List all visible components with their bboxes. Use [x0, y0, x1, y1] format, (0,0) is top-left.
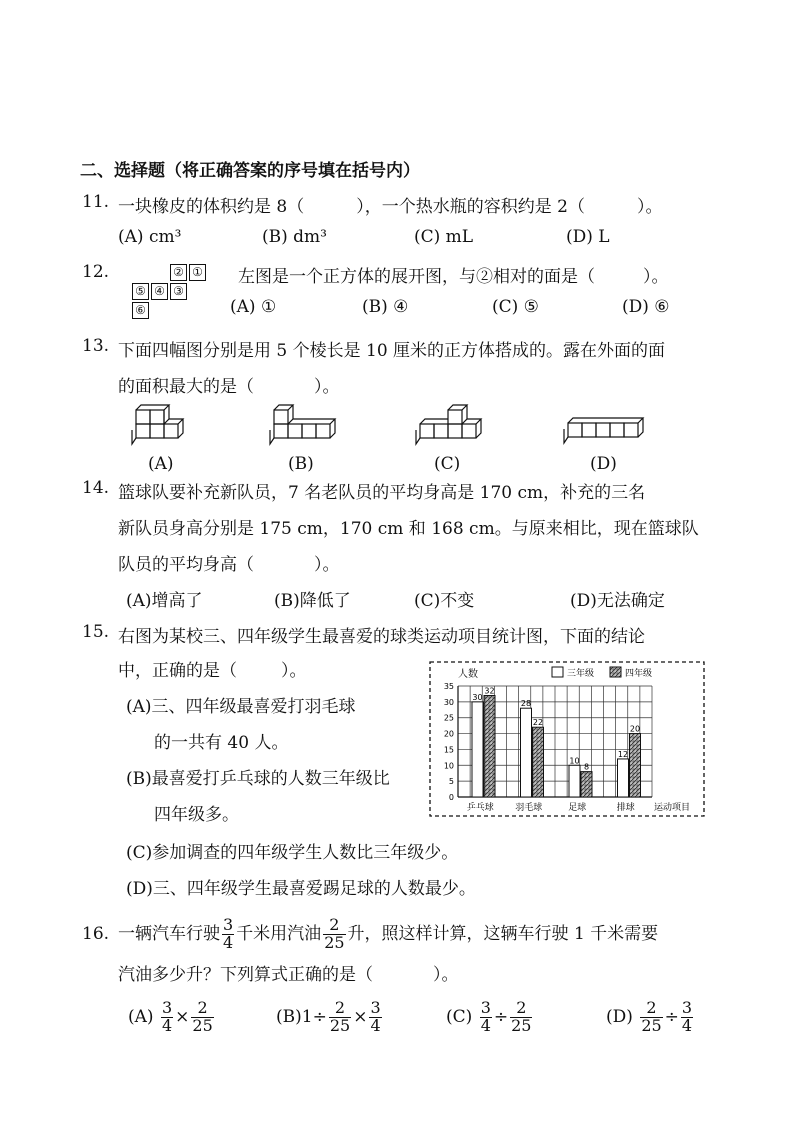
q12-option-c: (C) ⑤ — [492, 297, 539, 317]
fraction-2-25: $\frac{2}{25}$ — [324, 915, 345, 952]
y-tick-label: 35 — [443, 682, 454, 691]
bar — [569, 765, 580, 797]
q11-option-a: (A) cm³ — [118, 227, 182, 247]
cube-net-diagram — [120, 262, 220, 322]
q11-option-b: (B) dm³ — [262, 227, 327, 247]
x-tick-label: 乒乓球 — [466, 803, 494, 813]
y-tick-label: 0 — [448, 793, 454, 802]
x-tick-label: 排球 — [616, 803, 635, 813]
q14-option-c: (C)不变 — [414, 591, 475, 611]
q14-line3: 队员的平均身高（ ）。 — [118, 555, 340, 575]
q15-line1: 右图为某校三、四年级学生最喜爱的球类运动项目统计图，下面的结论 — [118, 627, 645, 647]
q13-line1: 下面四幅图分别是用 5 个棱长是 10 厘米的正方体搭成的。露在外面的面 — [118, 341, 666, 361]
q11-number: 11. — [82, 192, 110, 212]
data-label: 28 — [520, 699, 532, 709]
data-label: 22 — [532, 718, 544, 728]
section-title: 二、选择题（将正确答案的序号填在括号内） — [80, 161, 420, 181]
data-label: 8 — [583, 762, 590, 772]
net-face: ⑤ — [132, 283, 149, 300]
q12-option-a: (A) ① — [230, 297, 277, 317]
bar — [472, 702, 483, 797]
chart-ylabel: 人数 — [458, 669, 478, 680]
q15-option-c: (C)参加调查的四年级学生人数比三年级少。 — [126, 843, 459, 863]
q15-line2: 中，正确的是（ ）。 — [118, 661, 307, 681]
data-label: 30 — [472, 692, 483, 702]
y-tick-label: 20 — [443, 729, 454, 739]
q14-option-a: (A)增高了 — [126, 591, 203, 611]
bar — [533, 727, 544, 797]
net-face: ④ — [151, 283, 168, 300]
q16-option-c: (C) $\frac{3}{4}$ ÷ $\frac{2}{25}$ — [446, 998, 532, 1035]
net-face: ⑥ — [132, 302, 149, 319]
y-tick-label: 30 — [443, 697, 454, 707]
q11-option-d: (D) L — [566, 227, 610, 247]
q13-option-a: (A) — [148, 454, 174, 474]
data-label: 10 — [569, 756, 580, 766]
q13-number: 13. — [82, 336, 110, 356]
q11-text: 一块橡皮的体积约是 8（ ），一个热水瓶的容积约是 2（ ）。 — [118, 197, 663, 217]
bar — [630, 734, 641, 797]
q13-line2: 的面积最大的是（ ）。 — [118, 377, 340, 397]
fraction-3-4: $\frac{3}{4}$ — [223, 915, 234, 952]
q14-number: 14. — [82, 478, 110, 498]
y-tick-label: 15 — [443, 745, 454, 755]
q13-option-c: (C) — [434, 454, 461, 474]
cube-figure-b — [266, 400, 346, 448]
q12-option-b: (B) ④ — [362, 297, 409, 317]
q12-option-d: (D) ⑥ — [622, 297, 670, 317]
q12-text: 左图是一个正方体的展开图，与②相对的面是（ ）。 — [238, 267, 669, 287]
q14-line2: 新队员身高分别是 175 cm，170 cm 和 168 cm。与原来相比，现在篮球队 — [118, 519, 699, 539]
net-face: ③ — [170, 283, 187, 300]
q15-option-a-line1: (A)三、四年级最喜爱打羽毛球 — [126, 697, 356, 717]
legend-label-grade4: 四年级 — [625, 669, 653, 679]
bar — [581, 772, 592, 797]
q13-option-d: (D) — [590, 454, 617, 474]
legend-swatch-grade4 — [610, 667, 621, 677]
q15-option-a-line2: 的一共有 40 人。 — [154, 733, 289, 753]
cube-figure-d — [560, 405, 660, 447]
q14-option-b: (B)降低了 — [274, 591, 351, 611]
chart-xlabel: 运动项目 — [654, 803, 691, 813]
bar — [484, 696, 495, 797]
data-label: 32 — [484, 686, 495, 696]
q15-option-d: (D)三、四年级学生最喜爱踢足球的人数最少。 — [126, 879, 476, 899]
q16-number: 16. — [82, 924, 110, 944]
y-tick-label: 25 — [443, 713, 454, 723]
y-tick-label: 10 — [443, 761, 454, 771]
bar — [618, 759, 629, 797]
q15-option-b-line2: 四年级多。 — [154, 805, 239, 825]
q16-option-d: (D) $\frac{2}{25}$ ÷ $\frac{3}{4}$ — [606, 998, 693, 1035]
legend-swatch-grade3 — [552, 667, 563, 677]
data-label: 20 — [629, 724, 641, 734]
q16-line1: 一辆汽车行驶 $\frac{3}{4}$ 千米用汽油 $\frac{2}{25}$ 升，照这样计算，这辆车行驶 1 千米需要 — [118, 915, 659, 952]
x-tick-label: 羽毛球 — [515, 803, 543, 813]
q16-option-b: (B)1÷ $\frac{2}{25}$ × $\frac{3}{4}$ — [276, 998, 381, 1035]
data-label: 12 — [617, 749, 629, 759]
x-tick-label: 足球 — [568, 803, 587, 813]
q12-number: 12. — [82, 262, 110, 282]
q15-number: 15. — [82, 622, 110, 642]
q14-line1: 篮球队要补充新队员，7 名老队员的平均身高是 170 cm，补充的三名 — [118, 483, 646, 503]
q14-option-d: (D)无法确定 — [570, 591, 665, 611]
net-face: ① — [189, 264, 206, 281]
legend-label-grade3: 三年级 — [567, 669, 595, 679]
q11-option-c: (C) mL — [414, 227, 474, 247]
cube-figure-c — [412, 400, 492, 448]
cube-figure-a — [128, 400, 198, 448]
q16-option-a: (A) $\frac{3}{4}$ × $\frac{2}{25}$ — [128, 998, 213, 1035]
q16-line2: 汽油多少升？下列算式正确的是（ ）。 — [118, 965, 459, 985]
q15-option-b-line1: (B)最喜爱打乒乓球的人数三年级比 — [126, 769, 390, 789]
net-face: ② — [170, 264, 187, 281]
y-tick-label: 5 — [448, 777, 454, 787]
q13-option-b: (B) — [288, 454, 314, 474]
bar — [521, 708, 532, 797]
bar-chart — [428, 660, 706, 818]
